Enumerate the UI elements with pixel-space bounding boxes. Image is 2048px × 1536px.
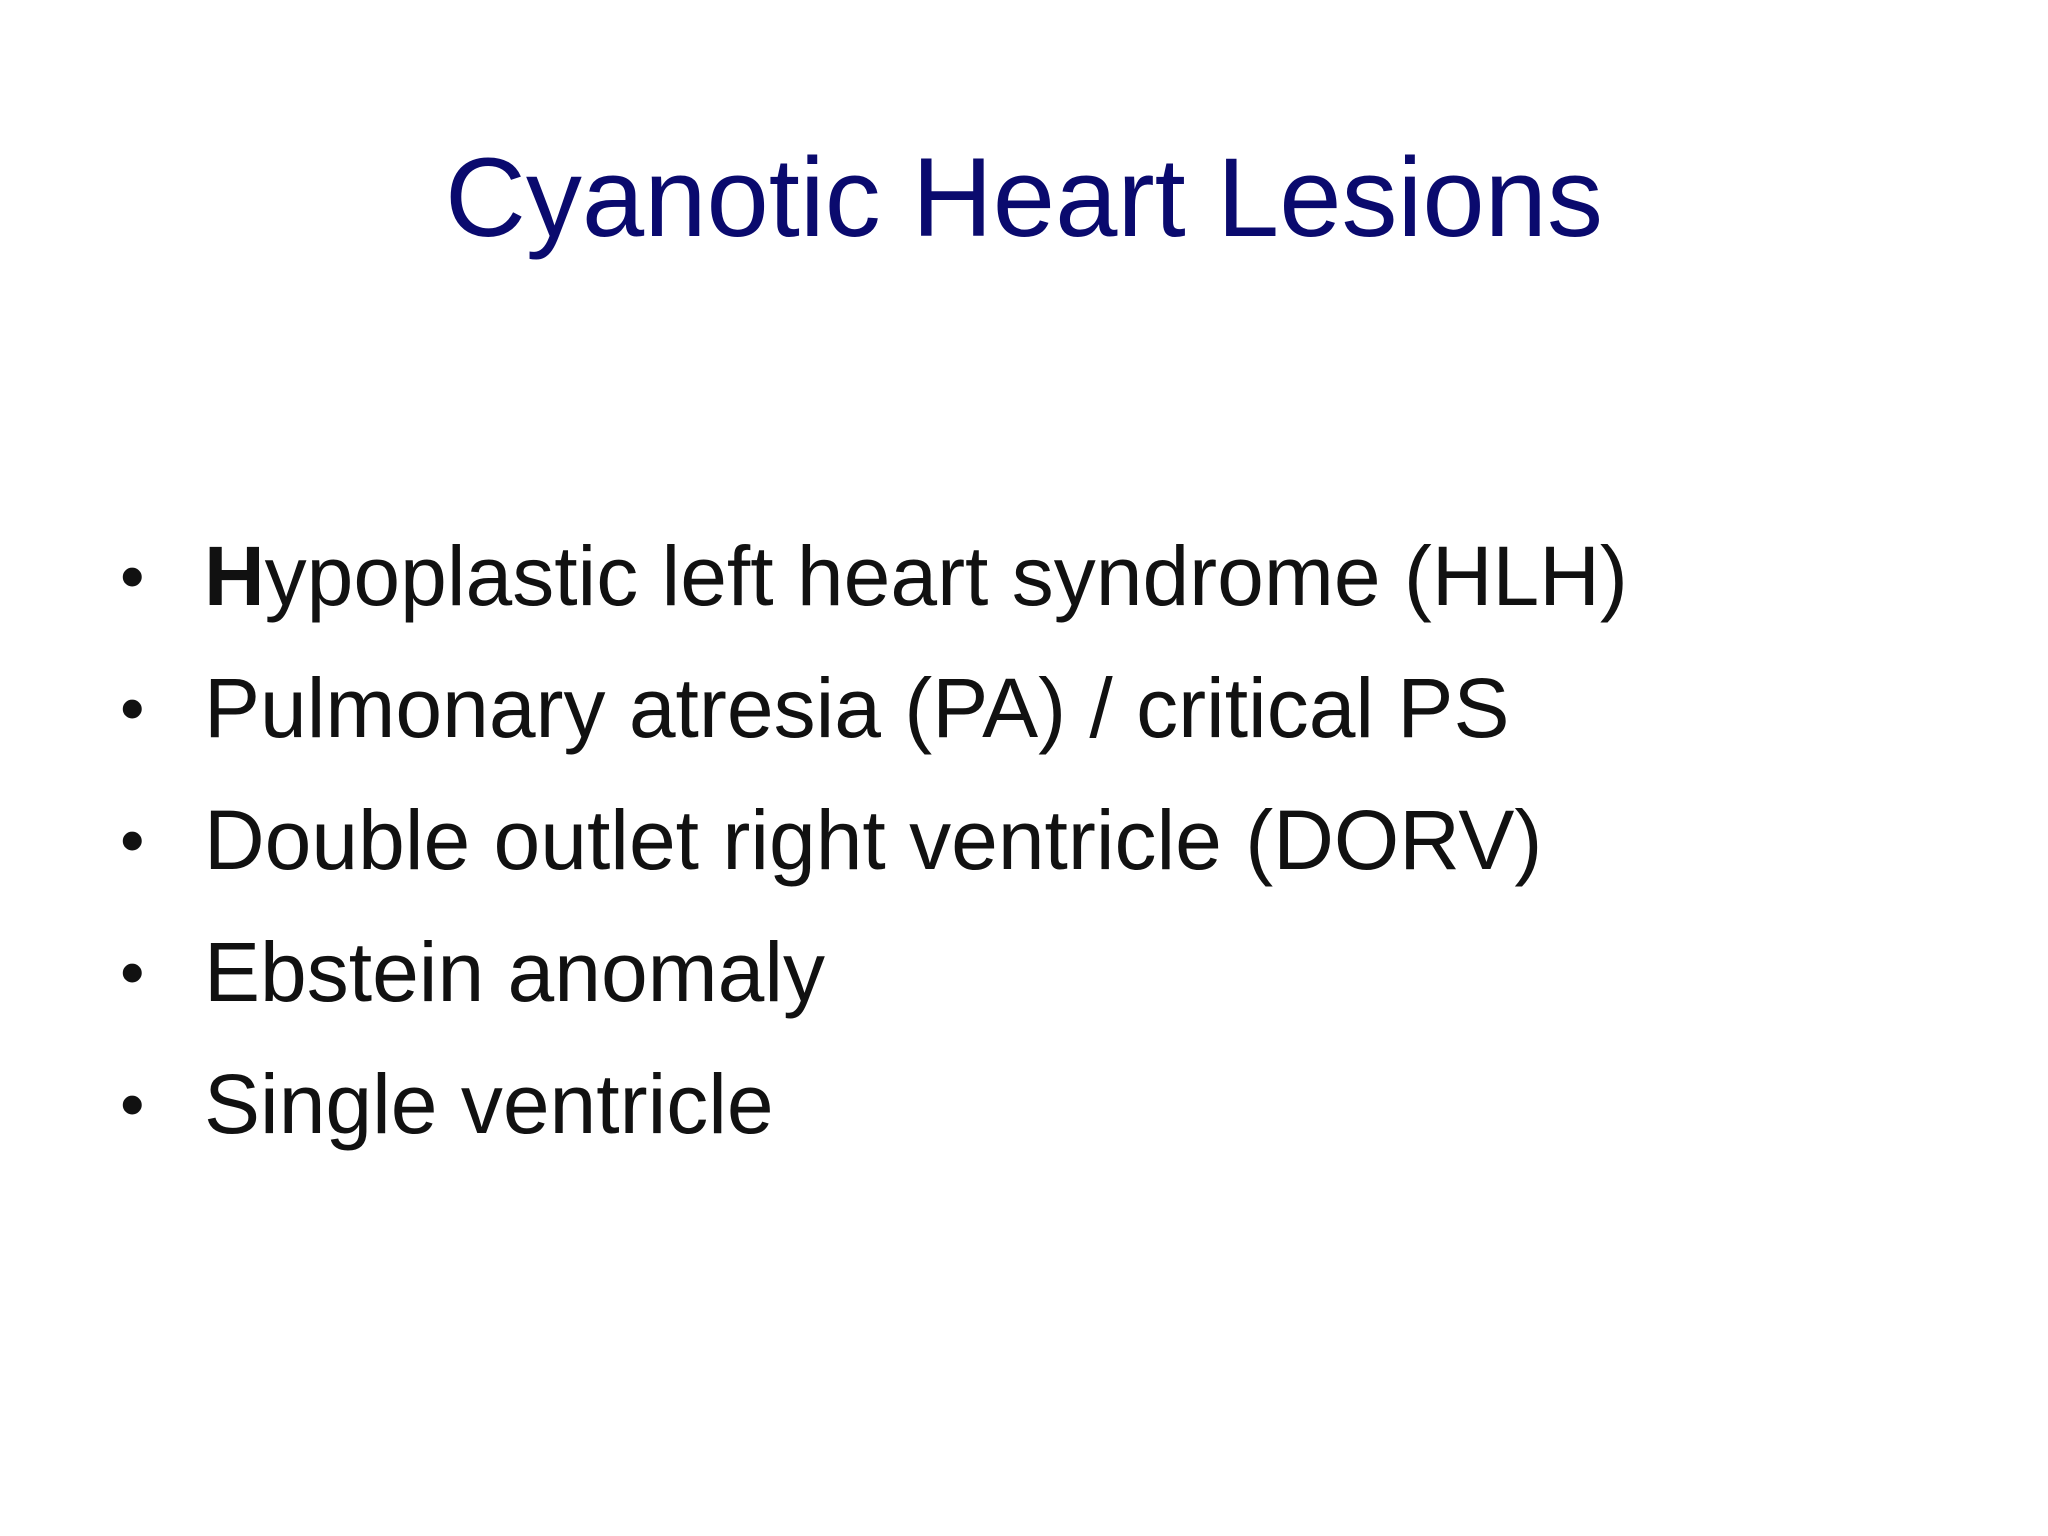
list-item-text xyxy=(204,660,1510,757)
list-item xyxy=(120,774,1628,906)
list-item-text xyxy=(204,924,825,1021)
bullet-icon: • xyxy=(120,669,145,747)
list-item xyxy=(120,906,1628,1038)
list-item-label: Pulmonary atresia (PA) / critical PS xyxy=(204,660,1510,755)
list-item-label: Ebstein anomaly xyxy=(204,924,826,1019)
list-item xyxy=(120,642,1628,774)
bullet-icon: • xyxy=(120,801,145,879)
list-item-label: Double outlet right ventricle (DORV) xyxy=(204,792,1543,887)
list-item-label: ypoplastic left heart syndrome (HLH) xyxy=(264,528,1628,623)
bullet-list xyxy=(120,510,1628,1170)
list-item-text xyxy=(204,792,1542,889)
list-item xyxy=(120,510,1628,642)
bullet-icon: • xyxy=(120,933,145,1011)
slide-title: Cyanotic Heart Lesions xyxy=(445,135,1603,260)
bullet-icon: • xyxy=(120,1065,145,1143)
list-item xyxy=(120,1038,1628,1170)
list-item-text xyxy=(204,528,1628,625)
list-item-text xyxy=(204,1056,774,1153)
list-item-bold: H xyxy=(204,528,265,623)
bullet-icon: • xyxy=(120,537,145,615)
list-item-label: Single ventricle xyxy=(204,1056,774,1151)
